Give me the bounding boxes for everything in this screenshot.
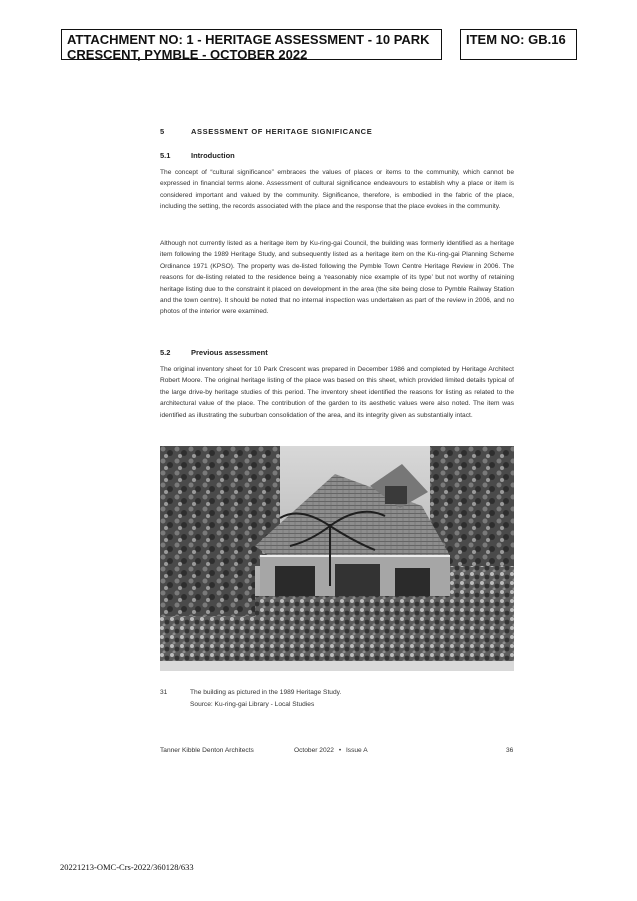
footer-firm: Tanner Kibble Denton Architects — [160, 747, 254, 754]
subsection-number: 5.2 — [160, 348, 171, 357]
item-number-box — [460, 29, 577, 60]
footer-issue-label: Issue A — [345, 747, 368, 754]
section-title: ASSESSMENT OF HERITAGE SIGNIFICANCE — [191, 127, 373, 136]
heritage-photo-house — [160, 446, 514, 671]
introduction-paragraph-1: The concept of “cultural significance” embraces the values of places or items to the community, which cannot be expressed in financial terms alone. Assessment of cultural significance endeavours to establish why a place or item is considered important and valued by the community. Significance, therefore, is embodied in the fabric of the place, including the setting, the records associated with the place and the response that the place evokes in the community. — [160, 169, 514, 211]
subsection-heading-previous-assessment — [160, 348, 268, 357]
figure-number: 31 — [160, 689, 168, 696]
previous-assessment-paragraph: The original inventory sheet for 10 Park Crescent was prepared in December 1986 and completed by Heritage Architect Robert Moore. The original heritage listing of the place was based on this sheet, which provided limited details typical of the large drive-by heritage studies of this period. The inventory sheet identified the reasons for listing as related to the architectural value of the place. The contribution of the garden to its aesthetic values were also noted. The item was identified as illustrating the suburban consolidation of the area, and its integrity given as substantially intact. — [160, 366, 514, 419]
attachment-title: ATTACHMENT NO: 1 - HERITAGE ASSESSMENT - 10 PARK CRESCENT, PYMBLE - OCTOBER 2022 — [67, 32, 430, 62]
footer-page-number: 36 — [506, 747, 514, 754]
document-reference: 20221213-OMC-Crs-2022/360128/633 — [60, 862, 194, 872]
section-number: 5 — [160, 127, 165, 136]
attachment-title-box — [61, 29, 442, 60]
section-heading — [160, 127, 372, 136]
item-number: ITEM NO: GB.16 — [466, 32, 566, 47]
subsection-title: Previous assessment — [191, 348, 268, 357]
introduction-paragraph-2: Although not currently listed as a heritage item by Ku-ring-gai Council, the building was formerly identified as a heritage item following the 1989 Heritage Study, and subsequently listed as a heritage item on the Ku-ring-gai Planning Scheme Ordinance 1971 (KPSO). The property was de-listed following the Pymble Town Centre Heritage Review in 2006. The reasons for de-listing related to the residence being a ‘reasonably nice example of its type’ but not worthy of retaining heritage listing due to the constraint it placed on development in the area (the site being close to Pymble Railway Station and the town centre). It should be noted that no internal inspection was undertaken as part of the review in 2006, and no photos of the interior were examined. — [160, 240, 514, 316]
figure-source: Source: Ku-ring-gai Library - Local Studies — [190, 701, 315, 708]
subsection-heading-introduction — [160, 151, 235, 160]
footer-issue — [294, 747, 368, 754]
footer-date: October 2022 — [294, 747, 334, 754]
subsection-title: Introduction — [191, 151, 235, 160]
figure-caption-text: The building as pictured in the 1989 Heritage Study. — [190, 689, 342, 696]
subsection-number: 5.1 — [160, 151, 171, 160]
footer-bullet: • — [338, 747, 342, 754]
